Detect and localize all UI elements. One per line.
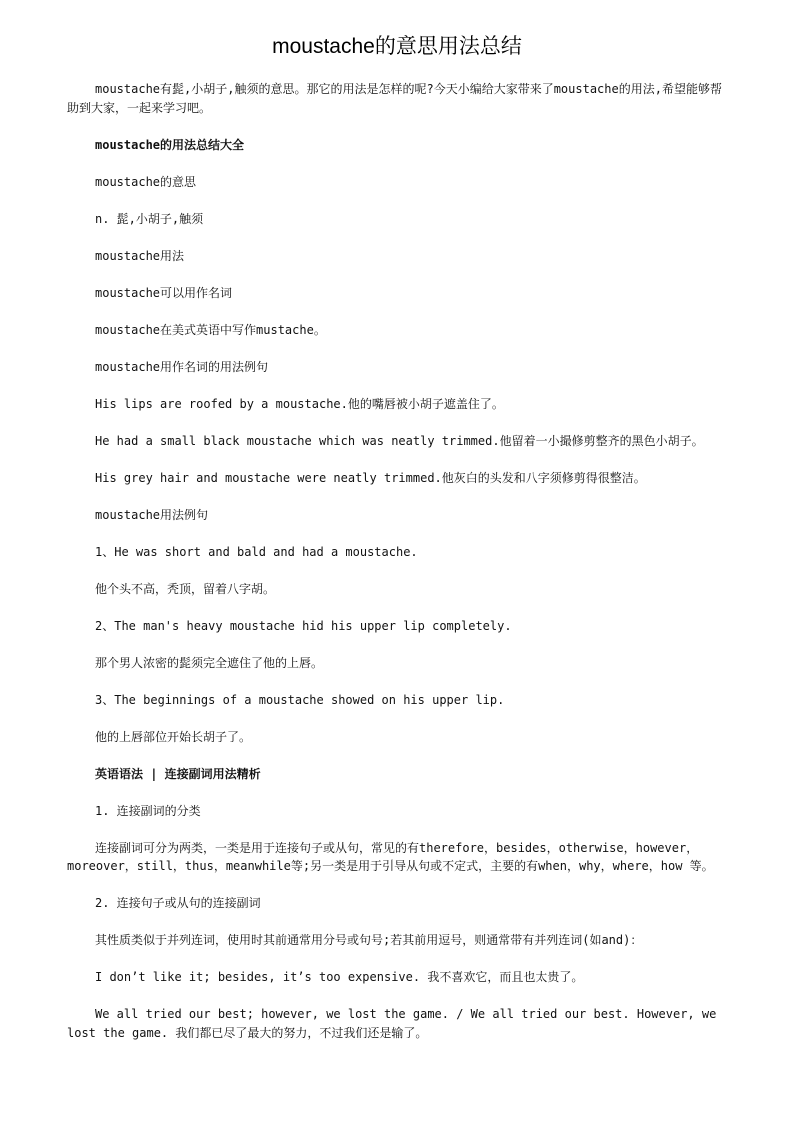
- paragraph: moustache可以用作名词: [95, 285, 233, 300]
- document-title: moustache的意思用法总结: [272, 35, 522, 58]
- section-heading: moustache的用法总结大全: [95, 137, 245, 152]
- paragraph: 1. 连接副词的分类: [95, 803, 201, 818]
- paragraph: 2. 连接句子或从句的连接副词: [95, 896, 261, 910]
- paragraph: n. 髭,小胡子,触须: [95, 211, 204, 226]
- example-sentence: 1、He was short and bald and had a moustache.: [95, 544, 418, 559]
- example-sentence: His lips are roofed by a moustache.他的嘴唇被小胡子遮盖住了。: [95, 396, 504, 411]
- paragraph: moustache在美式英语中写作mustache。: [95, 322, 326, 337]
- paragraph: moustache用法例句: [95, 507, 209, 522]
- paragraph: moustache用法: [95, 248, 185, 263]
- paragraph: 其性质类似于并列连词，使用时其前通常用分号或句号;若其前用逗号，则通常带有并列连词(如and)：: [95, 933, 643, 947]
- translation: 那个男人浓密的髭须完全遮住了他的上唇。: [95, 655, 324, 670]
- example-sentence: I don’t like it; besides, it’s too expensive. 我不喜欢它，而且也太贵了。: [95, 970, 584, 984]
- example-sentence: His grey hair and moustache were neatly trimmed.他灰白的头发和八字须修剪得很整洁。: [95, 470, 646, 485]
- paragraph: moustache的意思: [95, 174, 197, 189]
- paragraph: moustache有髭,小胡子,触须的意思。那它的用法是怎样的呢?今天小编给大家带来了moustache的用法,希望能够帮助到大家，一起来学习吧。: [67, 82, 722, 115]
- translation: 他个头不高，秃顶，留着八字胡。: [95, 581, 276, 596]
- example-sentence: We all tried our best; however, we lost the game. / We all tried our best. However, we lost the game. 我们都已尽了最大的努力，不过我们还是输了。: [67, 1007, 717, 1040]
- section-heading: 英语语法 | 连接副词用法精析: [95, 766, 261, 781]
- example-sentence: He had a small black moustache which was neatly trimmed.他留着一小撮修剪整齐的黑色小胡子。: [95, 433, 704, 448]
- example-sentence: 2、The man's heavy moustache hid his upper lip completely.: [95, 618, 512, 633]
- paragraph: 连接副词可分为两类，一类是用于连接句子或从句，常见的有therefore，besides，otherwise，however，moreover，still，thus，meanwhile等;另一类是用于引导从句或不定式，主要的有when，why，where，how 等。: [67, 840, 714, 873]
- example-sentence: 3、The beginnings of a moustache showed on his upper lip.: [95, 692, 505, 707]
- document-body: [67, 80, 727, 1061]
- translation: 他的上唇部位开始长胡子了。: [95, 729, 252, 744]
- paragraph: moustache用作名词的用法例句: [95, 359, 269, 374]
